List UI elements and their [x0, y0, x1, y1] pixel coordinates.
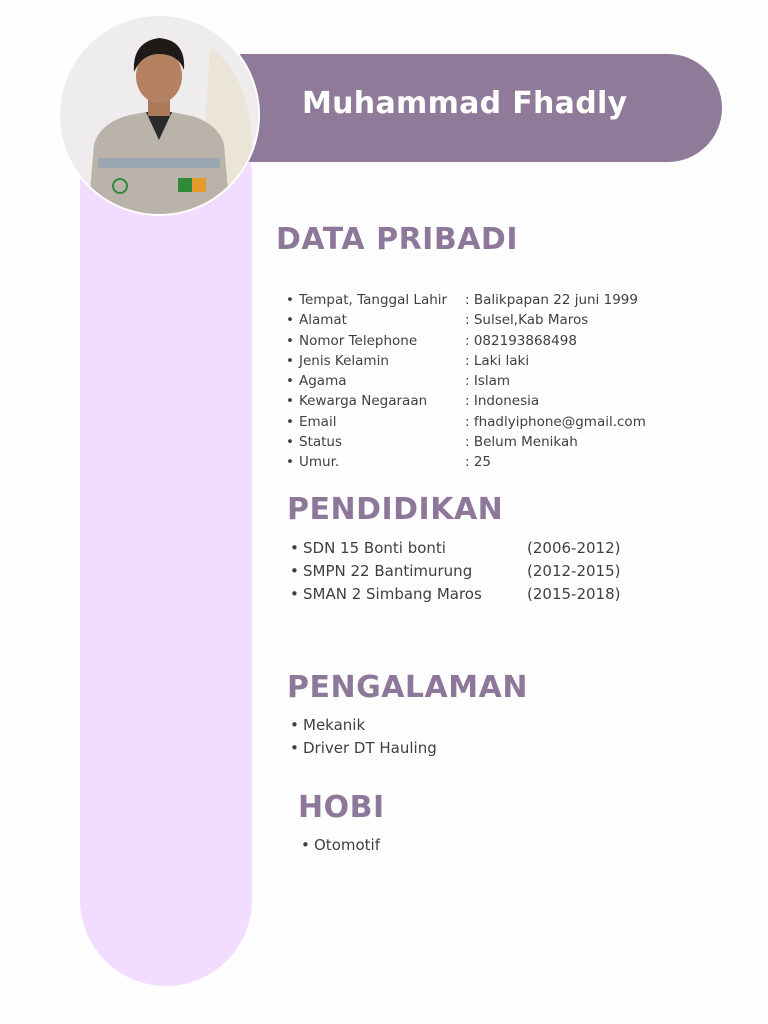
list-item: [286, 351, 706, 371]
experience-item: Mekanik: [303, 716, 366, 734]
bullet: •: [286, 292, 294, 308]
pendidikan-list: [290, 537, 670, 606]
school-years: (2015-2018): [527, 585, 621, 603]
bullet: •: [286, 413, 294, 430]
data-pribadi-list: [286, 290, 706, 473]
field-value: : 25: [465, 454, 492, 471]
list-item: [290, 583, 670, 606]
field-value: : Laki laki: [465, 352, 530, 369]
field-value: : Indonesia: [465, 393, 540, 410]
bullet: •: [301, 836, 310, 854]
bullet: •: [290, 716, 299, 734]
list-item: [290, 537, 670, 560]
bullet: •: [290, 562, 299, 580]
field-label: Tempat, Tanggal Lahir: [299, 292, 448, 308]
field-label: Email: [299, 413, 337, 430]
field-value: : 082193868498: [465, 332, 577, 349]
bullet: •: [286, 332, 294, 349]
school-years: (2012-2015): [527, 562, 621, 580]
person-name: Muhammad Fhadly: [302, 86, 628, 121]
list-item: [286, 432, 706, 452]
field-value: : Islam: [465, 373, 511, 390]
bullet: •: [286, 352, 294, 369]
list-item: [290, 737, 437, 760]
pengalaman-title: PENGALAMAN: [287, 670, 528, 705]
hobi-list: [301, 834, 380, 857]
list-item: [286, 391, 706, 411]
list-item: [286, 310, 706, 330]
field-value: : fhadlyiphone@gmail.com: [465, 413, 646, 430]
school-name: SMPN 22 Bantimurung: [303, 562, 473, 580]
experience-item: Driver DT Hauling: [303, 739, 437, 757]
field-label: Nomor Telephone: [299, 332, 418, 349]
bullet: •: [290, 539, 299, 557]
hobi-title: HOBI: [298, 790, 385, 825]
school-years: (2006-2012): [527, 539, 621, 557]
field-label: Umur.: [299, 454, 340, 471]
field-value: : Balikpapan 22 juni 1999: [465, 292, 638, 308]
profile-photo-illustration: [60, 16, 258, 214]
field-value: : Sulsel,Kab Maros: [465, 312, 589, 329]
bullet: •: [290, 585, 299, 603]
bullet: •: [290, 739, 299, 757]
hobby-item: Otomotif: [314, 836, 380, 854]
name-banner: [220, 54, 722, 162]
bullet: •: [286, 373, 294, 390]
school-name: SDN 15 Bonti bonti: [303, 539, 446, 557]
list-item: [290, 714, 437, 737]
bullet: •: [286, 434, 294, 451]
list-item: [286, 412, 706, 432]
side-decoration: [80, 90, 252, 986]
field-label: Jenis Kelamin: [299, 352, 389, 369]
pengalaman-list: [290, 714, 437, 760]
bullet: •: [286, 454, 294, 471]
profile-photo: [60, 16, 258, 214]
school-name: SMAN 2 Simbang Maros: [303, 585, 482, 603]
bullet: •: [286, 312, 294, 329]
field-value: : Belum Menikah: [465, 434, 578, 451]
list-item: [286, 331, 706, 351]
pendidikan-title: PENDIDIKAN: [287, 492, 504, 527]
data-pribadi-title: DATA PRIBADI: [276, 222, 518, 257]
bullet: •: [286, 393, 294, 410]
list-item: [301, 834, 380, 857]
list-item: [290, 560, 670, 583]
list-item: [286, 371, 706, 391]
field-label: Agama: [299, 373, 347, 390]
list-item: [286, 290, 706, 310]
field-label: Kewarga Negaraan: [299, 393, 428, 410]
list-item: [286, 452, 706, 472]
field-label: Alamat: [299, 312, 347, 329]
field-label: Status: [299, 434, 343, 451]
